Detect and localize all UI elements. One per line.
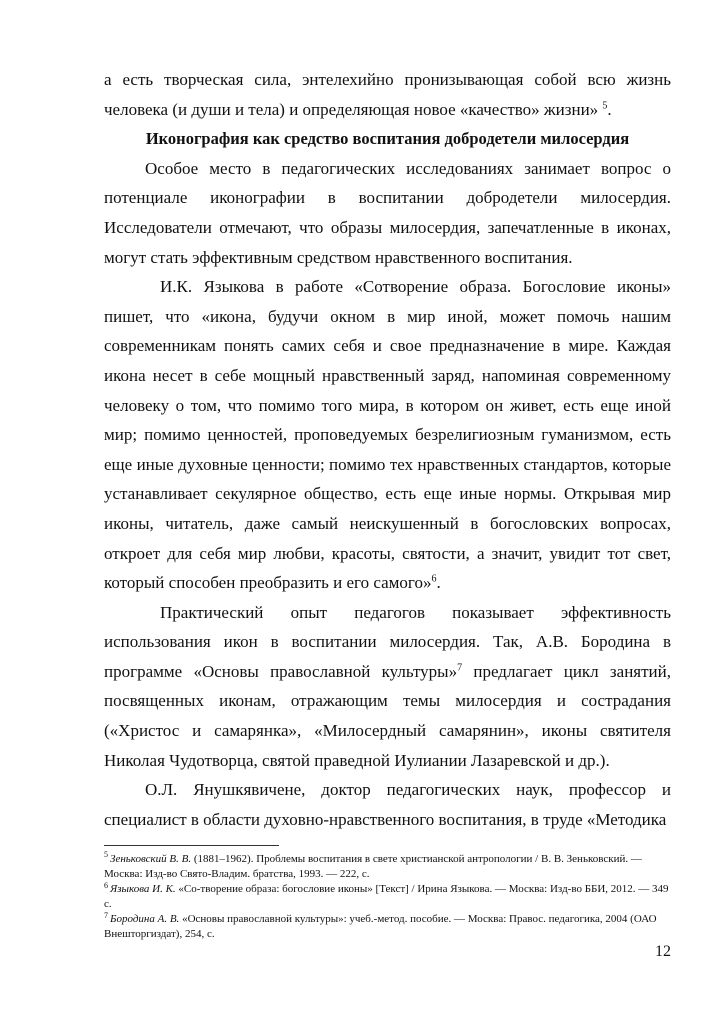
body-text xyxy=(104,65,671,834)
footnote-author: Языкова И. К. xyxy=(110,883,176,896)
footnote-6 xyxy=(104,882,671,911)
paragraph-text-cont: предлагает цикл занятий, посвященных иконам, отражающим темы милосердия и сострадания («Христос и самарянка», «Милосердный самарянин», иконы святителя Николая Чудотворца, святой праведной Иулиании Лазаревской и др.). xyxy=(104,661,671,770)
footnote-5 xyxy=(104,852,671,881)
paragraph-borodina xyxy=(104,598,671,776)
footnotes xyxy=(104,852,671,943)
footnote-text: «Основы православной культуры»: учеб.-метод. пособие. — Москва: Правос. педагогика, 2004 (ОАО Внешторгиздат), 254, с. xyxy=(104,913,657,940)
footnote-number: 5 xyxy=(104,850,108,860)
paragraph-text: а есть творческая сила, энтелехийно пронизывающая собой всю жизнь человека (и души и тела) и определяющая новое «качество» жизни» xyxy=(104,70,671,119)
footnote-ref-7[interactable]: 7 xyxy=(457,662,463,674)
paragraph-continuation xyxy=(104,65,671,124)
paragraph-end: . xyxy=(436,573,441,593)
page-number: 12 xyxy=(655,943,671,960)
footnote-text: «Со-творение образа: богословие иконы» [Текст] / Ирина Языкова. — Москва: Изд-во ББИ, 2012. — 349 с. xyxy=(104,883,669,910)
footnote-number: 7 xyxy=(104,910,108,920)
footnote-author: Бородина А. В. xyxy=(110,913,180,926)
footnote-separator xyxy=(104,845,279,846)
section-heading: Иконография как средство воспитания добродетели милосердия xyxy=(145,129,630,149)
paragraph-text: И.К. Языкова в работе «Сотворение образа. Богословие иконы» пишет, что «икона, будучи окном в мир иной, может помочь нашим современникам понять самих себя и свое предназначение в мире. Каждая икона несет в себе мощный нравственный заряд, напоминая современному человеку о том, что помимо того мира, в котором он живет, есть еще иной мир; помимо ценностей, проповедуемых безрелигиозным гуманизмом, есть еще иные духовные ценности; помимо тех нравственных стандартов, которые устанавливает секулярное общество, есть еще иные нормы. Открывая мир иконы, читатель, даже самый неискушенный в богословских вопросах, откроет для себя мир любви, красоты, святости, а значит, увидит тот свет, который способен преобразить и его самого» xyxy=(104,277,671,593)
document-page xyxy=(104,0,671,1024)
paragraph-yazykova xyxy=(104,272,671,598)
paragraph-yanushkyavichene: О.Л. Янушкявичене, доктор педагогических наук, профессор и специалист в области духовно-нравственного воспитания, в труде «Методика xyxy=(104,780,671,829)
paragraph-end: . xyxy=(607,99,612,119)
paragraph-intro: Особое место в педагогических исследованиях занимает вопрос о потенциале иконографии в воспитании добродетели милосердия. Исследователи отмечают, что образы милосердия, запечатленные в иконах, могут стать эффективным средством нравственного воспитания. xyxy=(104,158,671,267)
paragraph-text: Практический опыт педагогов показывает эффективность использования икон в воспитании милосердия. Так, А.В. Бородина в программе «Основы православной культуры» xyxy=(104,602,671,681)
footnote-author: Зеньковский В. В. xyxy=(110,853,192,865)
footnote-7 xyxy=(104,912,671,941)
footnote-number: 6 xyxy=(104,880,108,890)
footnote-ref-6[interactable]: 6 xyxy=(431,573,437,585)
footnote-text: (1881–1962). Проблемы воспитания в свете христианской антропологии / В. В. Зеньковский. — Москва: Изд-во Свято-Владим. братства, 1993. — 222, с. xyxy=(104,853,642,880)
footnote-ref-5[interactable]: 5 xyxy=(602,99,608,111)
